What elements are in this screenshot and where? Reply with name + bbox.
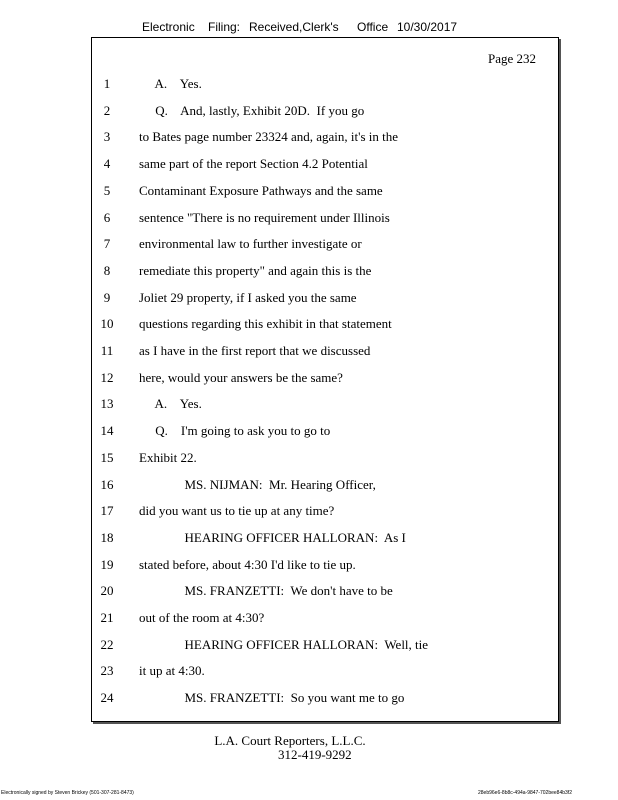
header-filing: Filing: <box>208 20 241 34</box>
transcript-line <box>92 288 558 308</box>
line-number: 13 <box>100 396 114 412</box>
transcript-page <box>91 37 559 722</box>
line-text: same part of the report Section 4.2 Potential <box>139 156 368 172</box>
line-number: 4 <box>103 156 111 172</box>
transcript-line <box>92 341 558 361</box>
line-number: 21 <box>100 610 114 625</box>
line-number: 24 <box>100 690 114 706</box>
transcript-line <box>92 635 558 655</box>
line-number: 7 <box>103 236 111 252</box>
transcript-line <box>92 154 558 174</box>
line-text: HEARING OFFICER HALLORAN: As I <box>139 529 406 545</box>
line-number: 15 <box>100 449 114 465</box>
line-number: 9 <box>103 289 111 305</box>
line-number: 14 <box>100 423 114 439</box>
transcript-line <box>92 608 558 628</box>
line-number: 1 <box>103 76 111 91</box>
header-received-clerks: Received,Clerk's <box>249 20 339 34</box>
line-number: 18 <box>100 529 114 545</box>
line-text: did you want us to tie up at any time? <box>139 503 335 519</box>
header-office: Office <box>357 20 389 34</box>
line-number: 12 <box>100 369 114 385</box>
transcript-line <box>92 101 558 121</box>
transcript-line <box>92 208 558 228</box>
transcript-line <box>92 475 558 495</box>
line-text: Q. I'm going to ask you to go to <box>139 423 331 439</box>
line-text: out of the room at 4:30? <box>139 610 265 625</box>
transcript-line <box>92 661 558 681</box>
line-text: as I have in the first report that we discussed <box>139 343 371 358</box>
line-number: 19 <box>100 556 114 572</box>
line-number: 10 <box>100 316 114 332</box>
transcript-line <box>92 421 558 441</box>
line-text: stated before, about 4:30 I'd like to tie up. <box>139 556 356 572</box>
document-hash: 28eb96e6-8b8c-494a-9847-702bee84b3f2 <box>478 790 572 796</box>
line-text: A. Yes. <box>139 76 202 91</box>
line-number: 23 <box>100 663 114 679</box>
transcript-line <box>92 528 558 548</box>
line-text: remediate this property" and again this is the <box>139 262 372 278</box>
line-number: 20 <box>100 583 114 599</box>
transcript-line <box>92 74 558 94</box>
transcript-line <box>92 234 558 254</box>
electronic-signature: Electronically signed by Steven Brickey (501-307-281-8473) <box>1 790 134 796</box>
line-text: MS. FRANZETTI: So you want me to go <box>139 690 405 706</box>
court-reporter-name: L.A. Court Reporters, L.L.C. <box>214 733 366 748</box>
line-number: 11 <box>100 343 114 358</box>
line-text: MS. FRANZETTI: We don't have to be <box>139 583 393 599</box>
transcript-line <box>92 448 558 468</box>
line-text: Contaminant Exposure Pathways and the same <box>139 182 383 198</box>
transcript-line <box>92 555 558 575</box>
line-text: here, would your answers be the same? <box>139 369 343 385</box>
line-text: Q. And, lastly, Exhibit 20D. If you go <box>139 102 365 118</box>
line-number: 16 <box>100 476 114 492</box>
line-text: questions regarding this exhibit in that statement <box>139 316 392 332</box>
transcript-line <box>92 394 558 414</box>
line-text: Joliet 29 property, if I asked you the same <box>139 289 357 305</box>
electronic-filing-header <box>142 20 457 34</box>
line-number: 2 <box>103 102 111 118</box>
line-text: sentence "There is no requirement under Illinois <box>139 209 390 225</box>
line-number: 22 <box>100 636 114 652</box>
line-text: Exhibit 22. <box>139 449 197 465</box>
line-number: 6 <box>103 209 111 225</box>
line-number: 3 <box>103 129 111 145</box>
line-number: 17 <box>100 503 114 519</box>
line-text: MS. NIJMAN: Mr. Hearing Officer, <box>139 476 376 492</box>
line-text: environmental law to further investigate or <box>139 236 362 252</box>
transcript-line <box>92 261 558 281</box>
line-text: to Bates page number 23324 and, again, it's in the <box>139 129 399 145</box>
line-number: 8 <box>103 262 111 278</box>
transcript-line <box>92 581 558 601</box>
transcript-line <box>92 368 558 388</box>
transcript-line <box>92 501 558 521</box>
line-text: A. Yes. <box>139 396 202 412</box>
court-reporter-phone: 312-419-9292 <box>278 747 352 762</box>
header-electronic: Electronic <box>142 20 195 34</box>
transcript-line <box>92 688 558 708</box>
page-number: Page 232 <box>487 51 536 66</box>
line-number: 5 <box>103 182 111 198</box>
line-text: it up at 4:30. <box>139 663 205 679</box>
transcript-line <box>92 127 558 147</box>
line-text: HEARING OFFICER HALLORAN: Well, tie <box>139 636 429 652</box>
transcript-line <box>92 181 558 201</box>
transcript-line <box>92 314 558 334</box>
header-date: 10/30/2017 <box>397 20 458 34</box>
